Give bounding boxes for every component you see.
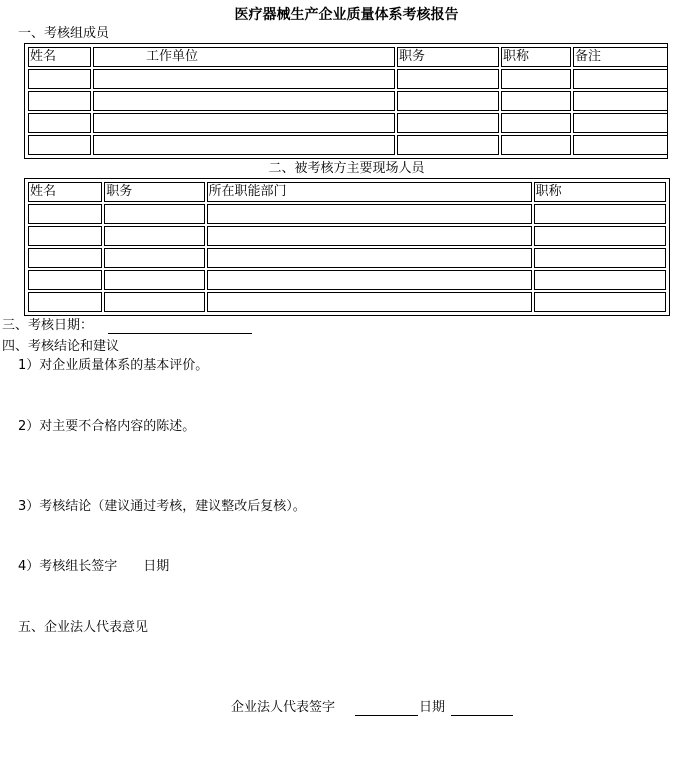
document-title: 医疗器械生产企业质量体系考核报告: [234, 7, 459, 23]
section2-heading: 二、被考核方主要现场人员: [268, 161, 425, 176]
blank-cell[interactable]: [93, 135, 395, 155]
item-exam-conclusion: 3）考核结论（建议通过考核，建议整改后复核）。: [18, 499, 306, 514]
blank-cell[interactable]: [397, 69, 499, 89]
blank-cell[interactable]: [573, 113, 668, 133]
blank-cell[interactable]: [207, 270, 532, 290]
blank-cell[interactable]: [534, 270, 666, 290]
col-header-department: 所在职能部门: [207, 182, 532, 202]
blank-cell[interactable]: [28, 270, 102, 290]
examiner-row: [28, 135, 668, 155]
blank-cell[interactable]: [534, 292, 666, 312]
blank-cell[interactable]: [28, 248, 102, 268]
col-header-name: 姓名: [28, 182, 102, 202]
blank-cell[interactable]: [104, 270, 204, 290]
blank-cell[interactable]: [573, 69, 668, 89]
onsite-staff-table: [24, 178, 670, 316]
blank-cell[interactable]: [28, 91, 91, 111]
blank-cell[interactable]: [501, 113, 571, 133]
col-header-name: 姓名: [28, 47, 91, 67]
blank-cell[interactable]: [104, 292, 204, 312]
staff-row: [28, 292, 666, 312]
blank-cell[interactable]: [573, 135, 668, 155]
blank-cell[interactable]: [501, 69, 571, 89]
blank-cell[interactable]: [534, 226, 666, 246]
section4-heading: 四、考核结论和建议: [2, 339, 120, 354]
blank-cell[interactable]: [397, 91, 499, 111]
staff-row: [28, 204, 666, 224]
col-header-position: 职务: [397, 47, 499, 67]
blank-cell[interactable]: [28, 69, 91, 89]
blank-cell[interactable]: [28, 292, 102, 312]
blank-cell[interactable]: [93, 69, 395, 89]
col-header-title: 职称: [501, 47, 571, 67]
section5-heading: 五、企业法人代表意见: [18, 620, 149, 635]
blank-cell[interactable]: [207, 248, 532, 268]
exam-date-blank-line[interactable]: [108, 333, 252, 334]
blank-cell[interactable]: [207, 204, 532, 224]
blank-cell[interactable]: [397, 113, 499, 133]
date-blank-line[interactable]: [451, 715, 513, 716]
blank-cell[interactable]: [28, 113, 91, 133]
examiner-row: [28, 69, 668, 89]
blank-cell[interactable]: [397, 135, 499, 155]
item-leader-signature-date: 4）考核组长签字 日期: [18, 559, 170, 574]
legal-rep-signature-label: 企业法人代表签字: [231, 700, 336, 715]
signature-blank-line[interactable]: [355, 715, 418, 716]
examiner-row: [28, 91, 668, 111]
examiner-table: [24, 43, 668, 159]
blank-cell[interactable]: [207, 292, 532, 312]
staff-header-row: [28, 182, 666, 202]
blank-cell[interactable]: [501, 91, 571, 111]
blank-cell[interactable]: [28, 226, 102, 246]
blank-cell[interactable]: [28, 204, 102, 224]
blank-cell[interactable]: [534, 248, 666, 268]
blank-cell[interactable]: [501, 135, 571, 155]
blank-cell[interactable]: [573, 91, 668, 111]
col-header-title: 职称: [534, 182, 666, 202]
blank-cell[interactable]: [207, 226, 532, 246]
col-header-remarks: 备注: [573, 47, 668, 67]
col-header-position: 职务: [104, 182, 204, 202]
staff-row: [28, 226, 666, 246]
blank-cell[interactable]: [93, 91, 395, 111]
blank-cell[interactable]: [104, 204, 204, 224]
signature-date-label: 日期: [419, 700, 446, 715]
blank-cell[interactable]: [28, 135, 91, 155]
item-basic-evaluation: 1）对企业质量体系的基本评价。: [18, 358, 209, 373]
item-nonconformity-statement: 2）对主要不合格内容的陈述。: [18, 419, 196, 434]
col-header-work-unit: 工作单位: [93, 47, 395, 67]
staff-row: [28, 248, 666, 268]
staff-row: [28, 270, 666, 290]
examiner-header-row: [28, 47, 668, 67]
section1-heading: 一、考核组成员: [18, 26, 110, 41]
blank-cell[interactable]: [93, 113, 395, 133]
examiner-row: [28, 113, 668, 133]
exam-date-label: 三、考核日期：: [2, 318, 94, 333]
blank-cell[interactable]: [104, 248, 204, 268]
blank-cell[interactable]: [104, 226, 204, 246]
blank-cell[interactable]: [534, 204, 666, 224]
